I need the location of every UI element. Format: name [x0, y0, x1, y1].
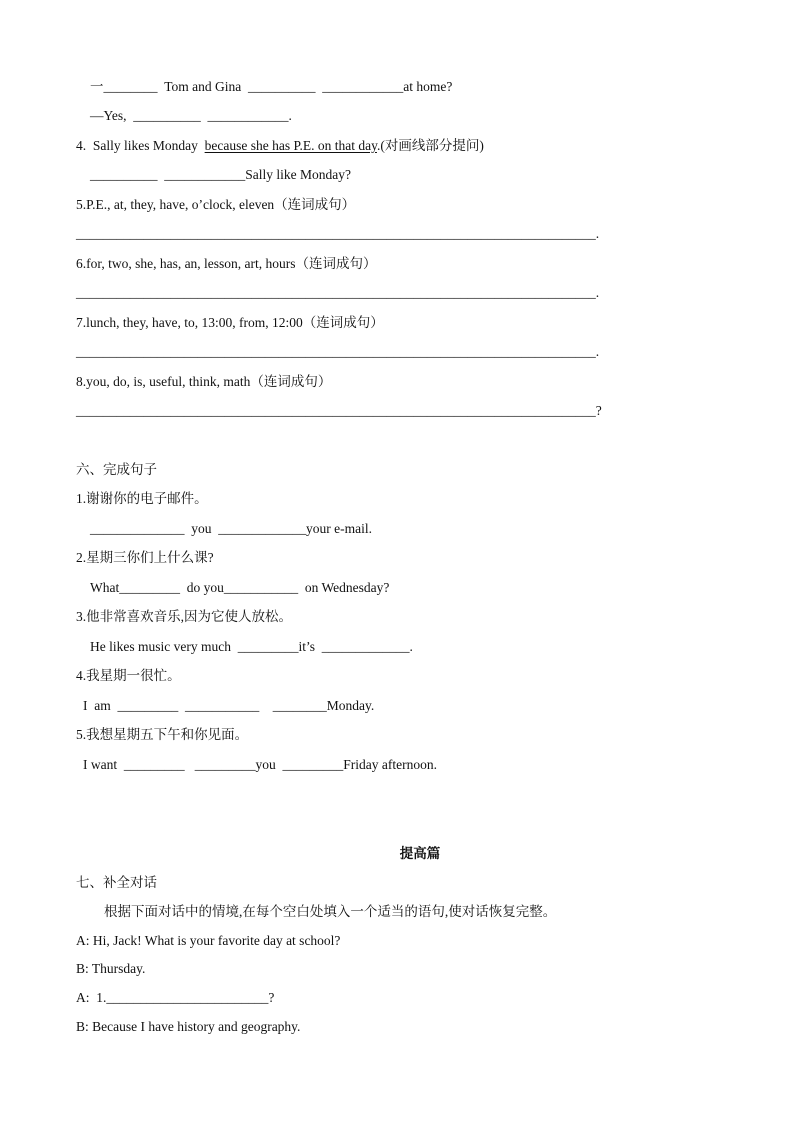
question-7: 7.lunch, they, have, to, 13:00, from, 12:00（连词成句） [76, 315, 384, 330]
sentence-5-english: I want _________ _________you _________Friday afternoon. [83, 757, 437, 772]
question-5: 5.P.E., at, they, have, o’clock, eleven（连词成句） [76, 197, 356, 212]
dialog-line: B: Thursday. [76, 961, 146, 976]
dialog-answer-line: —Yes, __________ ____________. [90, 108, 292, 123]
sentence-3-english: He likes music very much _________it’s _____________. [90, 639, 413, 654]
sentence-1-english: ______________ you _____________your e-mail. [90, 521, 372, 536]
question-8: 8.you, do, is, useful, think, math（连词成句） [76, 374, 332, 389]
section-7-heading: 七、补全对话 [76, 875, 157, 890]
sentence-1-chinese: 1.谢谢你的电子邮件。 [76, 491, 208, 506]
dialog-line: A: Hi, Jack! What is your favorite day at school? [76, 933, 341, 948]
section-7-instruction: 根据下面对话中的情境,在每个空白处填入一个适当的语句,使对话恢复完整。 [104, 904, 557, 919]
question-5-answer-line: _____________________________________________________________________________. [76, 226, 600, 241]
dialog-question-line: 一________ Tom and Gina __________ ____________at home? [90, 79, 453, 94]
sentence-4-chinese: 4.我星期一很忙。 [76, 668, 181, 683]
dialog-line: B: Because I have history and geography. [76, 1019, 301, 1034]
question-4-underlined: because she has P.E. on that day [204, 138, 377, 153]
sentence-2-chinese: 2.星期三你们上什么课? [76, 550, 214, 565]
question-4-prefix: 4. Sally likes Monday [76, 138, 205, 153]
question-7-answer-line: _____________________________________________________________________________. [76, 344, 600, 359]
question-4 [76, 137, 484, 155]
advanced-section-title: 提高篇 [399, 846, 441, 861]
dialog-line: A: 1.________________________? [76, 990, 275, 1005]
sentence-4-english: I am _________ ___________ ________Monday. [83, 698, 375, 713]
sentence-5-chinese: 5.我想星期五下午和你见面。 [76, 727, 249, 742]
section-6-heading: 六、完成句子 [76, 462, 157, 477]
sentence-3-chinese: 3.他非常喜欢音乐,因为它使人放松。 [76, 609, 292, 624]
question-8-answer-line: _____________________________________________________________________________? [76, 403, 602, 418]
question-6: 6.for, two, she, has, an, lesson, art, hours（连词成句） [76, 256, 377, 271]
question-4-suffix: .(对画线部分提问) [376, 138, 484, 153]
question-6-answer-line: _____________________________________________________________________________. [76, 285, 600, 300]
question-4-answer-line: __________ ____________Sally like Monday? [90, 167, 351, 182]
sentence-2-english: What_________ do you___________ on Wednesday? [90, 580, 390, 595]
